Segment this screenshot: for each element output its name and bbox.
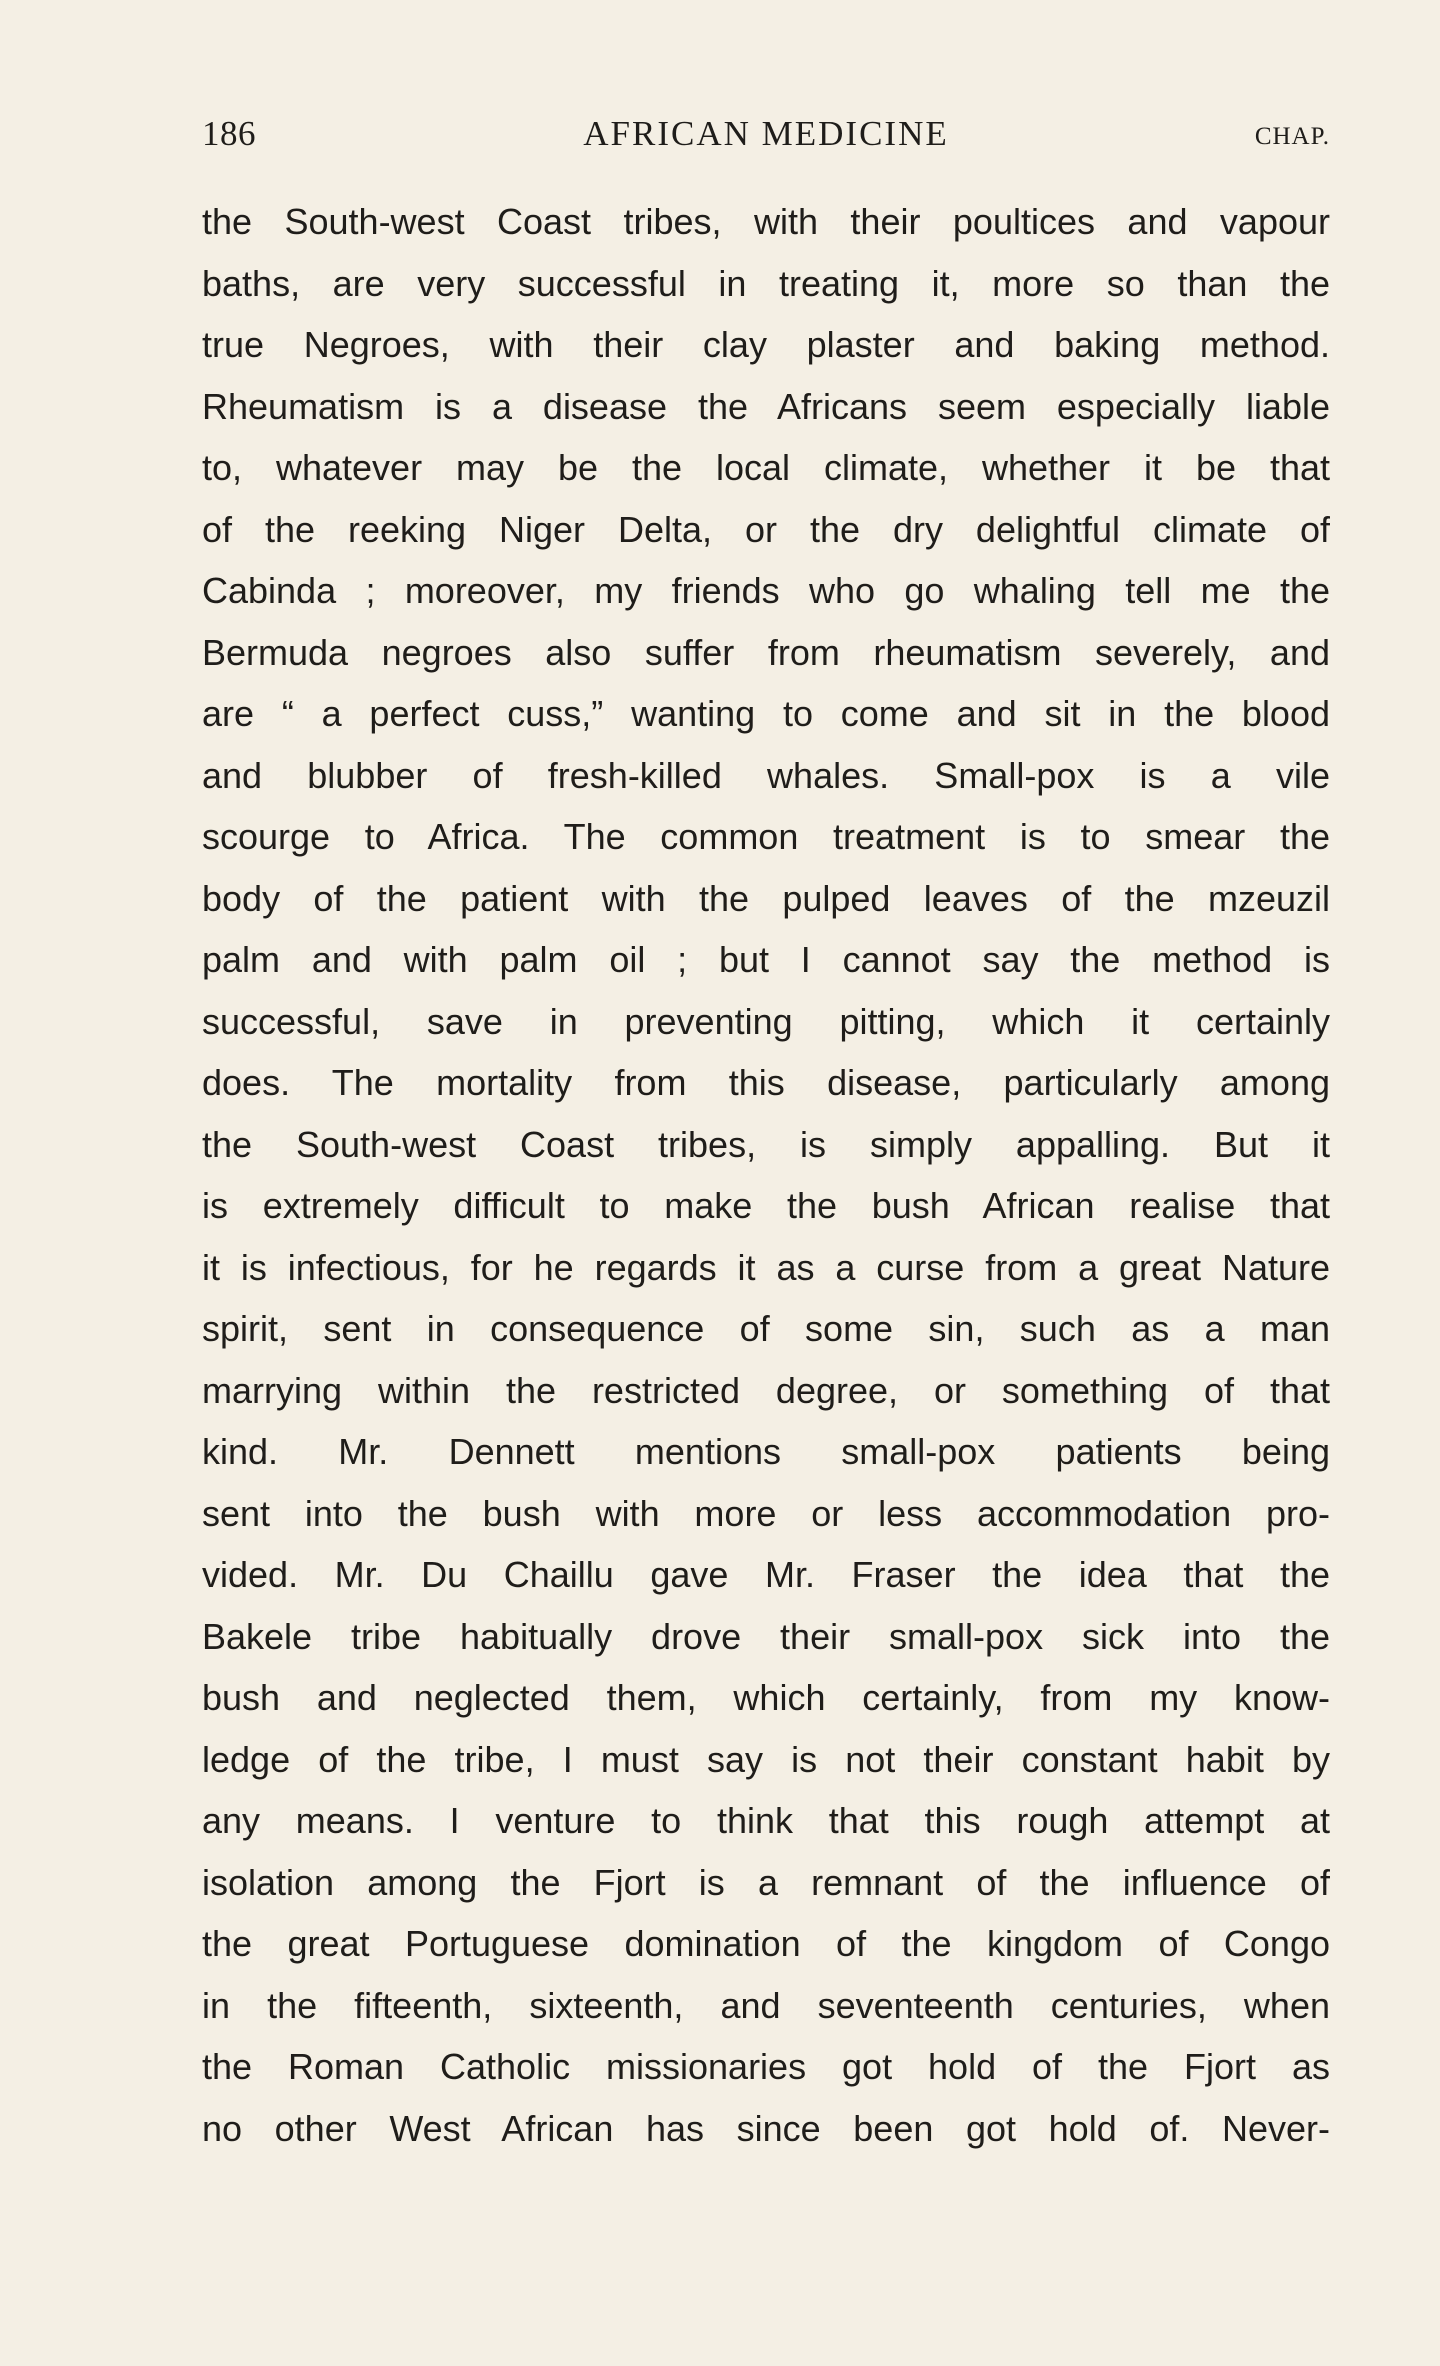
running-title: AFRICAN MEDICINE (583, 114, 949, 153)
text-line: is extremely difficult to make the bush African realise that (202, 1185, 1330, 1226)
text-line: no other West African has since been got hold of. Never- (202, 2107, 1330, 2149)
page-header (202, 104, 1330, 164)
text-line: the Roman Catholic missionaries got hold of the Fjort as (202, 2046, 1330, 2087)
text-line: are “ a perfect cuss,” wanting to come and sit in the blood (202, 693, 1330, 734)
body-text (202, 191, 1330, 2159)
page-number: 186 (202, 114, 256, 153)
text-line: it is infectious, for he regards it as a curse from a great Nature (202, 1246, 1330, 1288)
text-line: body of the patient with the pulped leaves of the mzeuzil (202, 877, 1330, 919)
text-line: true Negroes, with their clay plaster and baking method. (202, 324, 1330, 365)
text-line: of the reeking Niger Delta, or the dry delightful climate of (202, 508, 1330, 550)
text-line: and blubber of fresh-killed whales. Small-pox is a vile (202, 754, 1330, 796)
text-line: palm and with palm oil ; but I cannot say the method is (202, 939, 1330, 980)
text-line: Cabinda ; moreover, my friends who go whaling tell me the (202, 570, 1330, 611)
text-line: vided. Mr. Du Chaillu gave Mr. Fraser the idea that the (202, 1554, 1330, 1595)
text-line: kind. Mr. Dennett mentions small-pox patients being (202, 1431, 1330, 1472)
text-line: baths, are very successful in treating it, more so than the (202, 262, 1330, 304)
text-line: the great Portuguese domination of the kingdom of Congo (202, 1923, 1330, 1964)
text-line: to, whatever may be the local climate, whether it be that (202, 447, 1330, 488)
text-line: the South-west Coast tribes, with their poultices and vapour (202, 201, 1330, 242)
text-line: successful, save in preventing pitting, which it certainly (202, 1000, 1330, 1042)
text-line: Bakele tribe habitually drove their small-pox sick into the (202, 1615, 1330, 1657)
text-line: any means. I venture to think that this rough attempt at (202, 1800, 1330, 1841)
text-line: in the fifteenth, sixteenth, and seventeenth centuries, when (202, 1984, 1330, 2026)
text-line: spirit, sent in consequence of some sin, such as a man (202, 1308, 1330, 1349)
text-line: Rheumatism is a disease the Africans seem especially liable (202, 385, 1330, 427)
text-line: ledge of the tribe, I must say is not their constant habit by (202, 1738, 1330, 1780)
text-line: isolation among the Fjort is a remnant of the influence of (202, 1861, 1330, 1903)
text-line: does. The mortality from this disease, particularly among (202, 1062, 1330, 1103)
text-line: bush and neglected them, which certainly, from my know- (202, 1677, 1330, 1718)
text-line: the South-west Coast tribes, is simply appalling. But it (202, 1123, 1330, 1165)
text-line: marrying within the restricted degree, or something of that (202, 1369, 1330, 1411)
text-line: sent into the bush with more or less accommodation pro- (202, 1492, 1330, 1534)
chapter-label: CHAP. (1254, 123, 1330, 150)
text-line: scourge to Africa. The common treatment is to smear the (202, 816, 1330, 857)
text-line: Bermuda negroes also suffer from rheumatism severely, and (202, 631, 1330, 673)
